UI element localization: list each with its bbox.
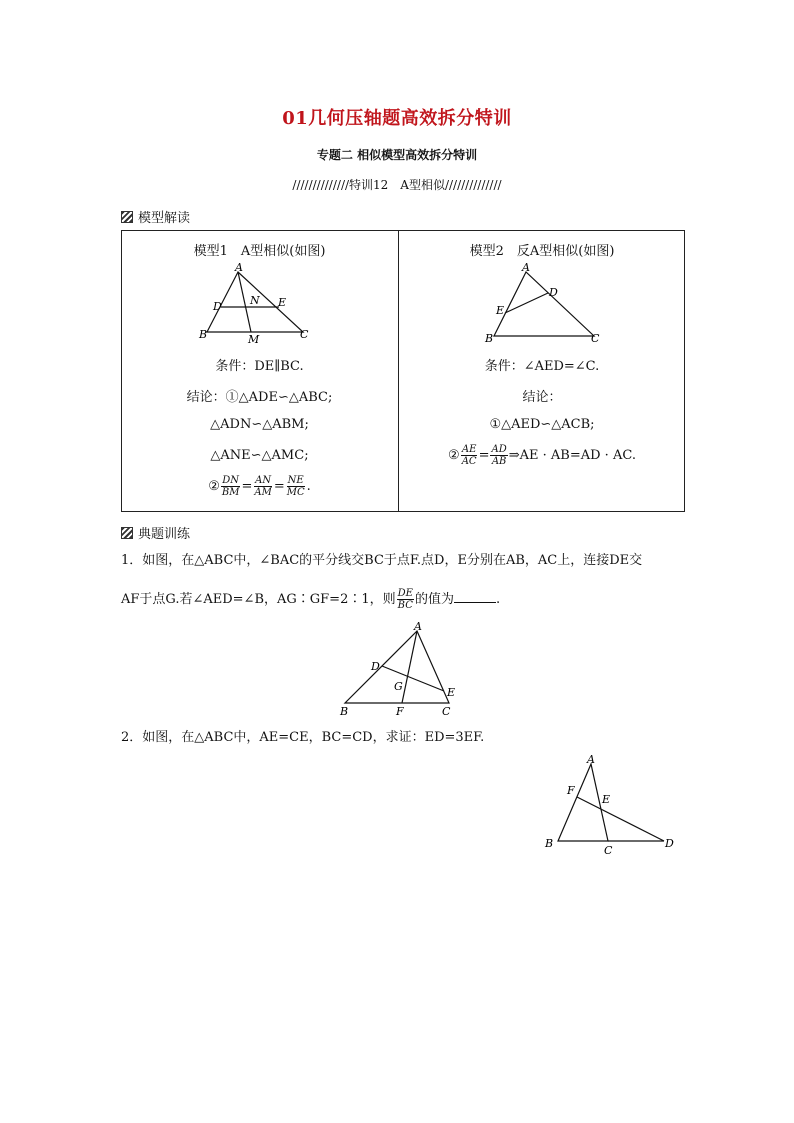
problem1-label-e: E <box>447 686 456 699</box>
model1-label-e: E <box>278 296 287 309</box>
model2-condition: 条件：∠AED=∠C. <box>484 359 600 374</box>
problem2-label-e: E <box>602 793 611 806</box>
model1-label-d: D <box>213 300 222 313</box>
document-subtitle: 专题二 相似模型高效拆分特训 <box>316 148 478 162</box>
problem1-label-f: F <box>396 705 404 718</box>
model2-label-a: A <box>522 262 530 274</box>
problem1-label-a: A <box>414 620 422 633</box>
problem1-line2-text-b: 的值为 <box>414 592 454 607</box>
model1-condition: 条件：DE∥BC. <box>215 359 304 374</box>
model2-triangle-abc <box>494 272 594 336</box>
problem2-label-a: A <box>587 753 595 766</box>
model1-frac-ne-mc <box>286 475 306 498</box>
problem1-line2-text: AF于点G.若∠AED=∠B，AG∶GF=2∶1，则 <box>121 592 396 607</box>
model1-figure <box>195 262 325 344</box>
model2-label-e: E <box>496 304 505 317</box>
section-heading-practice <box>121 523 190 542</box>
document-title: 01几何压轴题高效拆分特训 <box>282 108 512 129</box>
model1-label-n: N <box>250 294 260 307</box>
problem2-figure <box>540 750 680 858</box>
frac-num: AN <box>255 475 272 486</box>
model2-label-b: B <box>485 332 494 345</box>
model1-title: 模型1 A型相似(如图) <box>193 244 326 259</box>
model1-ratio-prefix: ② <box>208 479 220 494</box>
equals-sign: = <box>241 479 253 494</box>
answer-blank[interactable] <box>454 590 496 603</box>
problem2-label-f: F <box>567 784 575 797</box>
frac-den: AB <box>491 456 507 467</box>
model1-conclusion-1: 结论：①△ADE∽△ABC; <box>186 390 333 405</box>
frac-num: DN <box>222 475 240 486</box>
model2-segment-ed <box>505 293 548 313</box>
frac-den: BC <box>397 600 413 611</box>
frac-den: MC <box>286 487 305 498</box>
model1-label-c: C <box>300 328 309 341</box>
model2-ratio <box>399 444 685 467</box>
frac-num: DE <box>397 588 413 599</box>
model1-conclusion-2: △ADN∽△ABM; <box>210 417 309 432</box>
model2-figure <box>478 262 608 346</box>
problem1-label-d: D <box>371 660 380 673</box>
model2-conclusion-head: 结论： <box>522 390 562 405</box>
model2-conclusion-1: ①△AED∽△ACB; <box>489 417 595 432</box>
problem1-frac-de-bc <box>397 588 414 611</box>
model2-ratio-tail: ⇒AE · AB=AD · AC. <box>508 448 636 463</box>
model2-frac-ae-ac <box>461 444 478 467</box>
section-marker-icon <box>121 211 133 223</box>
model2-ratio-prefix: ② <box>448 448 460 463</box>
model1-label-a: A <box>235 262 243 274</box>
frac-den: AM <box>254 487 272 498</box>
problem2-label-d: D <box>665 837 674 850</box>
frac-num: AE <box>461 444 477 455</box>
section-marker-icon <box>121 527 133 539</box>
problem2-segment-fd <box>577 797 664 841</box>
model2-label-c: C <box>591 332 600 345</box>
problem1-line2-end: . <box>495 592 501 607</box>
section-heading-practice-label: 典题训练 <box>138 527 191 542</box>
problem1-figure <box>333 618 468 720</box>
model1-ratio <box>121 475 398 498</box>
equals-sign: = <box>273 479 285 494</box>
problem2-triangle-abc <box>558 764 611 841</box>
model1-conclusion-3: △ANE∽△AMC; <box>210 448 309 463</box>
model2-label-d: D <box>549 286 558 299</box>
problem2-label-b: B <box>545 837 554 850</box>
frac-den: BM <box>221 487 240 498</box>
problem1-label-c: C <box>442 705 451 718</box>
problem2-label-c: C <box>604 844 613 857</box>
section-heading-model-label: 模型解读 <box>138 211 191 226</box>
topic-banner: //////////////特训12 A型相似////////////// <box>292 178 502 192</box>
frac-den: AC <box>461 456 477 467</box>
frac-num: AD <box>491 444 507 455</box>
model1-label-m: M <box>248 333 260 344</box>
frac-num: NE <box>287 475 304 486</box>
equals-sign: = <box>478 448 490 463</box>
model1-frac-an-am <box>253 475 272 498</box>
model1-frac-dn-bm <box>221 475 241 498</box>
problem1-line2 <box>121 588 500 611</box>
model2-frac-ad-ab <box>490 444 507 467</box>
problem1-label-b: B <box>340 705 349 718</box>
problem1-label-g: G <box>394 680 403 693</box>
problem1-line1: 1．如图，在△ABC中，∠BAC的平分线交BC于点F.点D，E分别在AB，AC上，连接DE交 <box>121 553 643 568</box>
section-heading-model <box>121 207 190 226</box>
ratio-end: . <box>306 479 311 494</box>
model2-title: 模型2 反A型相似(如图) <box>469 244 615 259</box>
problem2-line1: 2．如图，在△ABC中，AE=CE，BC=CD，求证：ED=3EF. <box>121 730 485 745</box>
problem1-segment-af <box>402 631 417 703</box>
model1-label-b: B <box>199 328 208 341</box>
